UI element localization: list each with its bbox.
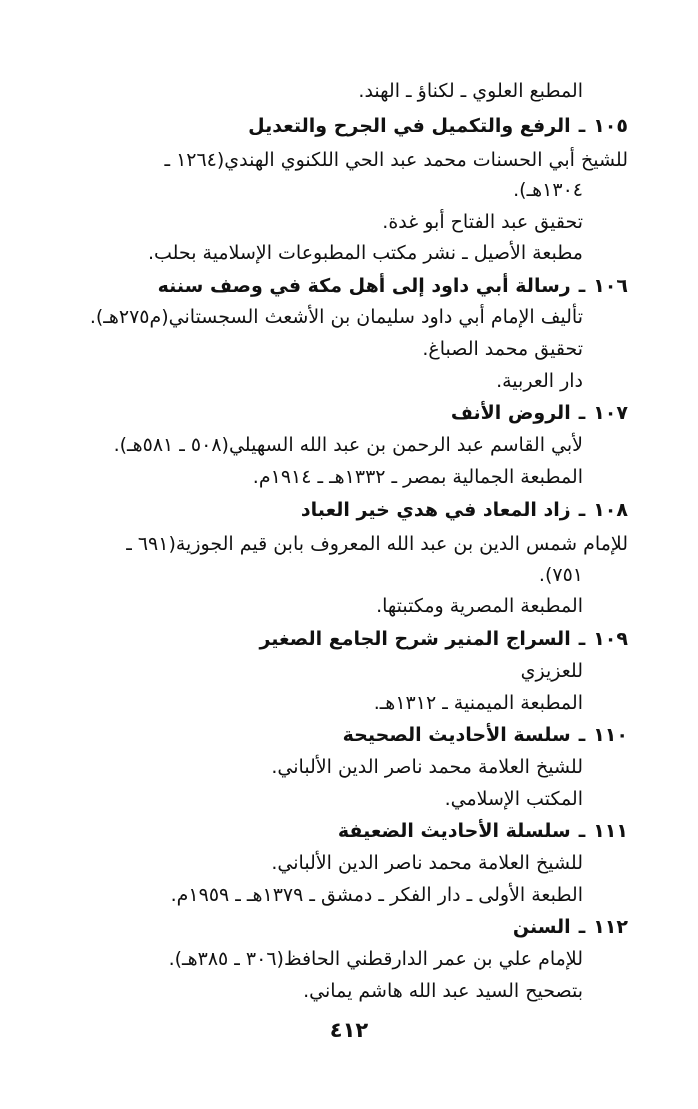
page-number: ٤١٢ bbox=[329, 1018, 369, 1042]
entry-dash: ـ bbox=[578, 820, 586, 842]
entry-107-heading bbox=[68, 398, 628, 428]
intro-publisher-line: المطبع العلوي ـ لكناؤ ـ الهند. bbox=[358, 80, 583, 102]
entry-109-publisher-line: المطبعة الميمنية ـ ١٣١٢هـ. bbox=[373, 692, 583, 714]
entry-109-heading bbox=[68, 624, 628, 654]
entry-number: ١٠٦ bbox=[593, 275, 628, 297]
entry-110-heading bbox=[68, 720, 628, 750]
entry-dash: ـ bbox=[578, 628, 586, 650]
entry-number: ١٠٨ bbox=[593, 499, 628, 521]
entry-111-author-line: للشيخ العلامة محمد ناصر الدين الألباني. bbox=[271, 852, 583, 874]
entry-106-publisher-line: دار العربية. bbox=[496, 370, 583, 392]
entry-dash: ـ bbox=[578, 724, 586, 746]
entry-112-heading bbox=[68, 912, 628, 942]
entry-110-publisher-line: المكتب الإسلامي. bbox=[444, 788, 583, 810]
entry-title: سلسة الأحاديث الصحيحة bbox=[342, 724, 571, 746]
entry-title: زاد المعاد في هدي خير العباد bbox=[300, 499, 571, 521]
entry-105-heading bbox=[68, 111, 628, 141]
entry-112-author-line: للإمام علي بن عمر الدارقطني الحافظ(٣٠٦ ـ ٣٨٥هـ). bbox=[168, 948, 583, 970]
entry-title: الرفع والتكميل في الجرح والتعديل bbox=[248, 115, 571, 137]
entry-107-author-line: لأبي القاسم عبد الرحمن بن عبد الله السهيلي(٥٠٨ ـ ٥٨١هـ). bbox=[113, 434, 583, 456]
entry-106-editor-line: تحقيق محمد الصباغ. bbox=[422, 338, 583, 360]
entry-111-heading bbox=[68, 816, 628, 846]
entry-number: ١١٠ bbox=[593, 724, 628, 746]
entry-109-author-line: للعزيزي bbox=[520, 660, 583, 682]
entry-title: سلسلة الأحاديث الضعيفة bbox=[337, 820, 571, 842]
entry-dash: ـ bbox=[578, 499, 586, 521]
entry-title: رسالة أبي داود إلى أهل مكة في وصف سننه bbox=[157, 275, 571, 297]
entry-108-publisher-line: المطبعة المصرية ومكتبتها. bbox=[376, 595, 583, 617]
entry-title: السراج المنير شرح الجامع الصغير bbox=[259, 628, 571, 650]
entry-108-heading bbox=[68, 495, 628, 525]
entry-number: ١١١ bbox=[593, 820, 628, 842]
entry-title: السنن bbox=[512, 916, 571, 938]
entry-110-author-line: للشيخ العلامة محمد ناصر الدين الألباني. bbox=[271, 756, 583, 778]
entry-106-heading bbox=[68, 271, 628, 301]
entry-108-author-line: للإمام شمس الدين بن عبد الله المعروف بابن قيم الجوزية(٦٩١ ـ bbox=[126, 533, 628, 555]
entry-105-editor-line: تحقيق عبد الفتاح أبو غدة. bbox=[382, 211, 583, 233]
entry-dash: ـ bbox=[578, 115, 586, 137]
entry-105-author-line-cont: ١٣٠٤هـ). bbox=[513, 179, 583, 201]
entry-dash: ـ bbox=[578, 275, 586, 297]
entry-number: ١٠٩ bbox=[593, 628, 628, 650]
entry-105-publisher-line: مطبعة الأصيل ـ نشر مكتب المطبوعات الإسلامية بحلب. bbox=[147, 242, 583, 264]
entry-111-publisher-line: الطبعة الأولى ـ دار الفكر ـ دمشق ـ ١٣٧٩هـ ـ ١٩٥٩م. bbox=[170, 884, 583, 906]
entry-title: الروض الأنف bbox=[450, 402, 571, 424]
entry-number: ١٠٧ bbox=[593, 402, 628, 424]
entry-108-author-line-cont: ٧٥١). bbox=[538, 564, 583, 586]
entry-107-publisher-line: المطبعة الجمالية بمصر ـ ١٣٣٢هـ ـ ١٩١٤م. bbox=[252, 466, 583, 488]
entry-number: ١٠٥ bbox=[593, 115, 628, 137]
entry-dash: ـ bbox=[578, 916, 586, 938]
entry-112-publisher-line: بتصحيح السيد عبد الله هاشم يماني. bbox=[303, 980, 583, 1002]
entry-105-author-line: للشيخ أبي الحسنات محمد عبد الحي اللكنوي الهندي(١٢٦٤ ـ bbox=[164, 149, 628, 171]
entry-number: ١١٢ bbox=[593, 916, 628, 938]
entry-dash: ـ bbox=[578, 402, 586, 424]
entry-106-author-line: تأليف الإمام أبي داود سليمان بن الأشعث السجستاني(م٢٧٥هـ). bbox=[89, 306, 583, 328]
